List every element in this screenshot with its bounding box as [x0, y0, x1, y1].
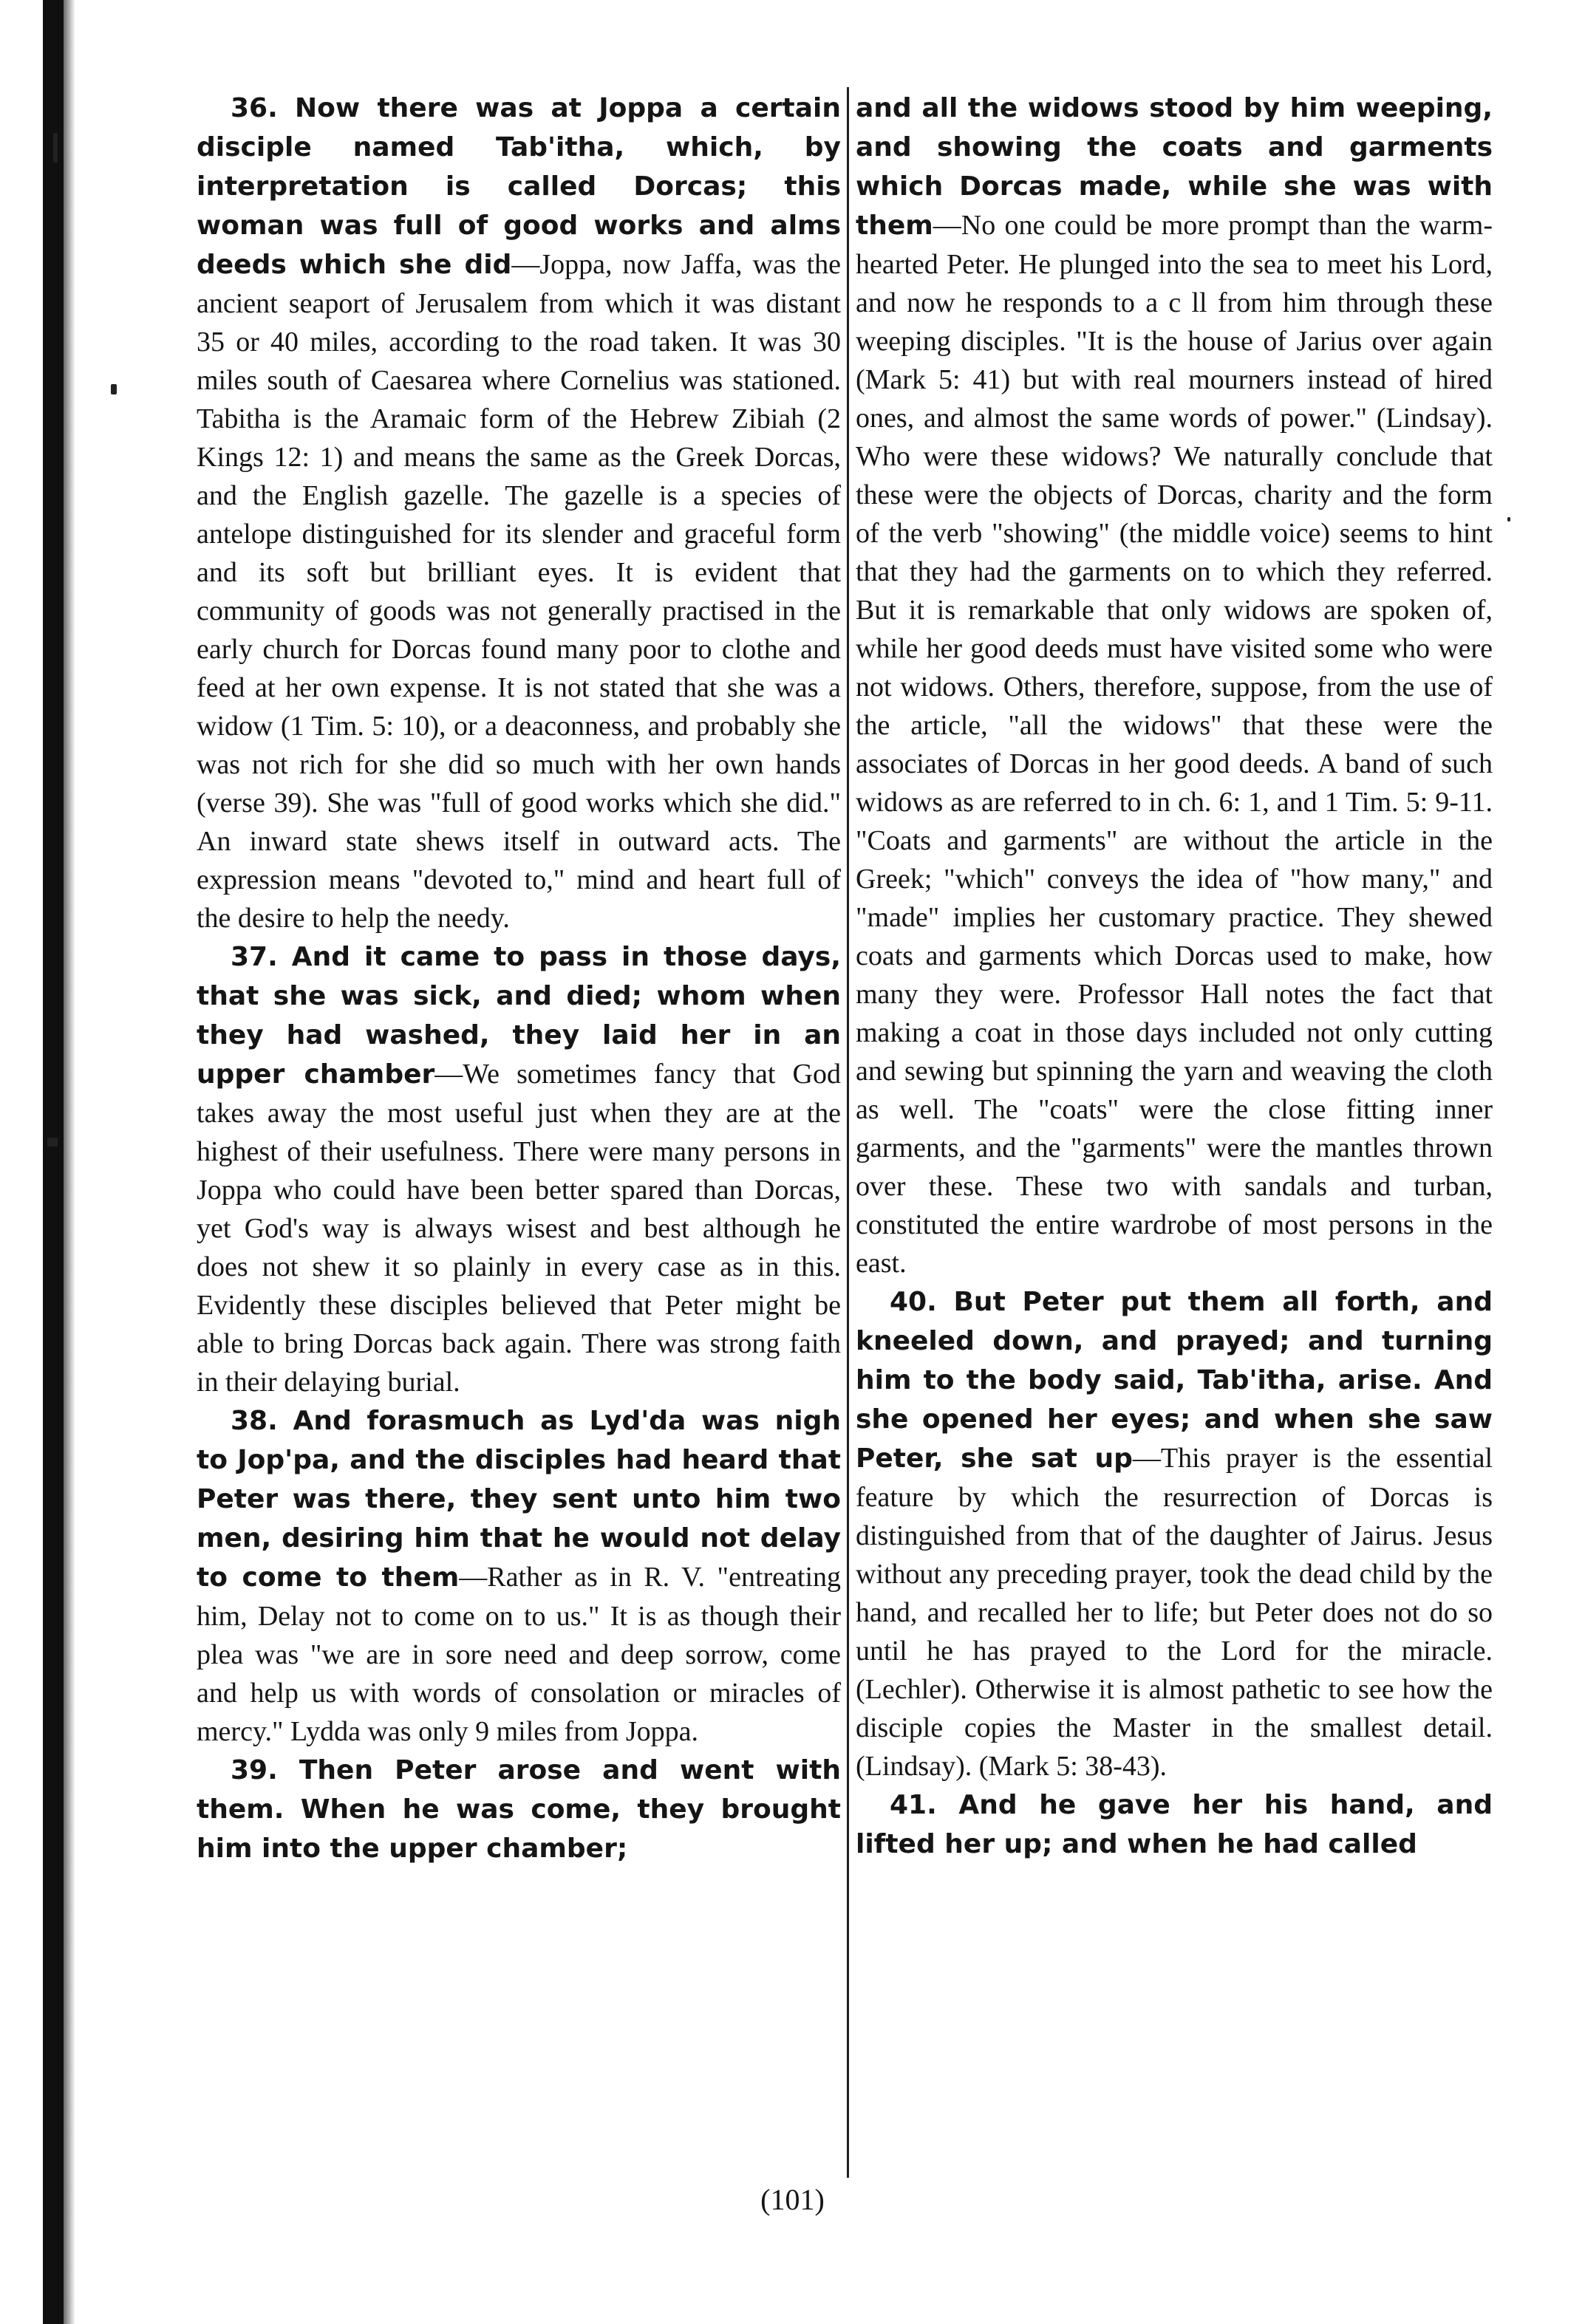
verse-39-text: 39. Then Peter arose and went with them. When he was come, they brought him into the upper chamber;: [197, 1755, 841, 1864]
verse-40-commentary: —This prayer is the essential feature by which the resurrection of Dorcas is distinguished from that of the daughter of Jairus. Jesus without any preceding prayer, took the dead child by the hand, and recalled her to life; but Peter does not do so until he has prayed to the Lord for the miracle. (Lechler). Otherwise it is almost pathetic to see how the disciple copies the Master in the smallest detail. (Lindsay). (Mark 5: 38-43).: [856, 1443, 1493, 1782]
verse-39-commentary: —No one could be more prompt than the warm-hearted Peter. He plunged into the sea to meet his Lord, and now he responds to a c ll from him through these weeping disciples. "It is the house of Jarius over again (Mark 5: 41) but with real mourners instead of hired ones, and almost the same words of power." (Lindsay). Who were these widows? We naturally conclude that these were the objects of Dorcas, charity and the form of the verb "showing" (the middle voice) seems to hint that they had the garments on to which they referred. But it is remarkable that only widows are spoken of, while her good deeds must have visited some who were not widows. Others, therefore, suppose, from the use of the article, "all the widows" that these were the associates of Dorcas in her good deeds. A band of such widows as are referred to in ch. 6: 1, and 1 Tim. 5: 9-11. "Coats and garments" are without the article in the Greek; "which" conveys the idea of "how many," and "made" implies her customary practice. They shewed coats and garments which Dorcas used to make, how many they were. Professor Hall notes the fact that making a coat in those days included not only cutting and sewing but spinning the yarn and weaving the cloth as well. The "coats" were the close fitting inner garments, and the "garments" were the mantles thrown over these. These two with sandals and turban, constituted the entire wardrobe of most persons in the east.: [856, 210, 1493, 1279]
verse-38-text: 38. And forasmuch as Lyd'da was nigh to Jop'pa, and the disciples had heard that Peter was there, they sent unto him two men, desiring him that he would not delay to come to them: [197, 1406, 841, 1593]
verse-41: [856, 1785, 1493, 1864]
verse-38: [197, 1401, 841, 1751]
scan-speck: [53, 133, 58, 163]
column-divider: [847, 87, 849, 2178]
right-column: [856, 89, 1493, 2179]
verse-39: [197, 1751, 841, 1868]
page-number: (101): [760, 2183, 825, 2216]
scan-speck: [47, 1138, 58, 1146]
verse-39-continued: [856, 89, 1493, 1282]
verse-36-commentary: —Joppa, now Jaffa, was the ancient seaport of Jerusalem from which it was distant 35 or 40 miles, according to the road taken. It was 30 miles south of Caesarea where Cornelius was stationed. Tabitha is the Aramaic form of the Hebrew Zibiah (2 Kings 12: 1) and means the same as the Greek Dorcas, and the English gazelle. The gazelle is a species of antelope distinguished for its slender and graceful form and its soft but brilliant eyes. It is evident that community of goods was not generally practised in the early church for Dorcas found many poor to clothe and feed at her own expense. It is not stated that she was a widow (1 Tim. 5: 10), or a deaconness, and probably she was not rich for she did so much with her own hands (verse 39). She was "full of good works which she did." An inward state shews itself in outward acts. The expression means "devoted to," mind and heart full of the desire to help the needy.: [197, 249, 841, 934]
verse-36-text: 36. Now there was at Joppa a certain disciple named Tab'itha, which, by interpretation is called Dorcas; this woman was full of good works and alms deeds which she did: [197, 93, 841, 280]
scan-speck: [111, 384, 117, 394]
verse-37: [197, 937, 841, 1401]
verse-37-commentary: —We sometimes fancy that God takes away the most useful just when they are at the highest of their usefulness. There were many persons in Joppa who could have been better spared than Dorcas, yet God's way is always wisest and best although he does not shew it so plainly in every case as in this. Evidently these disciples believed that Peter might be able to bring Dorcas back again. There was strong faith in their delaying burial.: [197, 1059, 841, 1398]
verse-37-text: 37. And it came to pass in those days, that she was sick, and died; whom when they had washed, they laid her in an upper chamber: [197, 942, 841, 1090]
left-column: [197, 89, 841, 2179]
verse-36: [197, 89, 841, 937]
verse-41-text: 41. And he gave her his hand, and lifted her up; and when he had called: [856, 1790, 1493, 1859]
scan-speck: [1507, 517, 1510, 522]
page-binding-shadow: [64, 0, 75, 2324]
verse-40-text: 40. But Peter put them all forth, and kneeled down, and prayed; and turning him to the body said, Tab'itha, arise. And she opened her eyes; and when she saw Peter, she sat up: [856, 1287, 1493, 1474]
verse-40: [856, 1282, 1493, 1785]
verse-38-commentary: —Rather as in R. V. "entreating him, Delay not to come on to us." It is as though their plea was "we are in sore need and deep sorrow, come and help us with words of consolation or miracles of mercy." Lydda was only 9 miles from Joppa.: [197, 1562, 841, 1747]
verse-39-continued-text: and all the widows stood by him weeping, and showing the coats and garments which Dorcas made, while she was with them: [856, 93, 1493, 241]
page-binding-edge: [43, 0, 64, 2324]
